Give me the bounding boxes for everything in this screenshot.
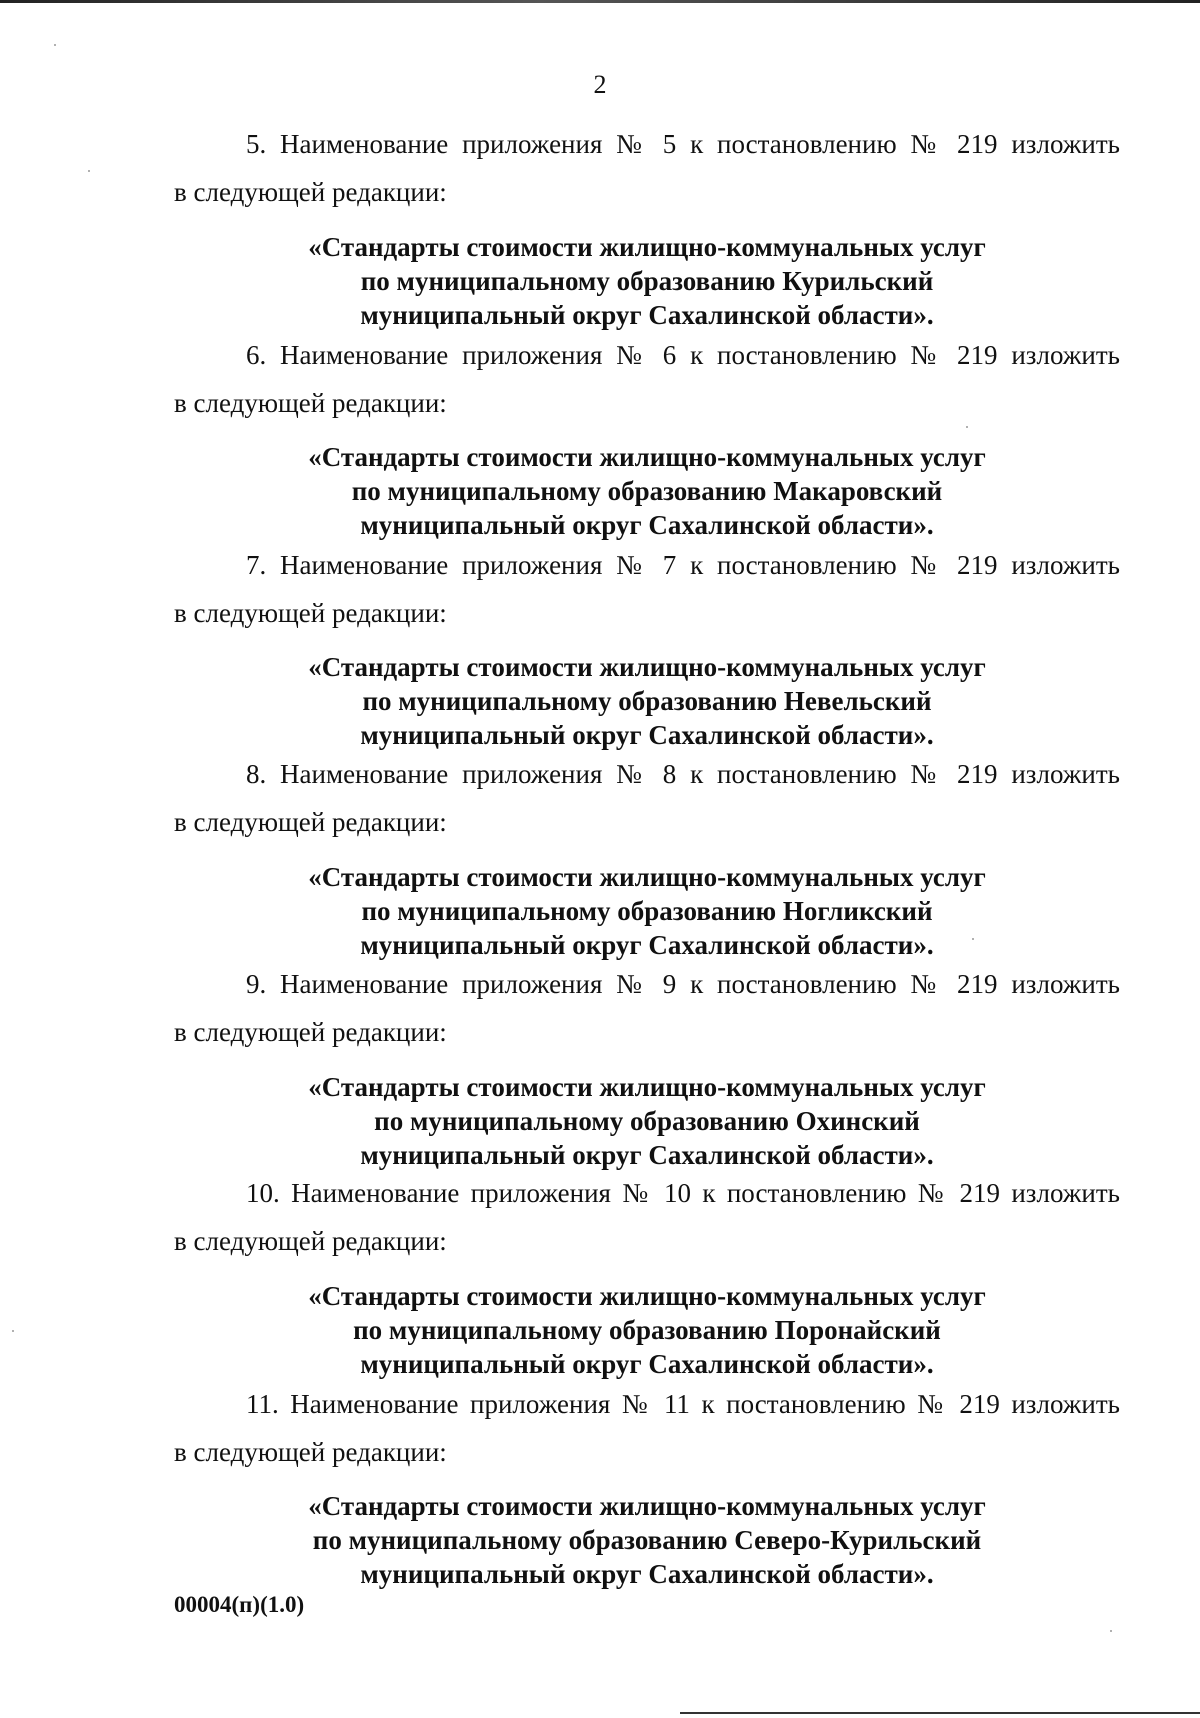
quoted-title-line: по муниципальному образованию Поронайский — [353, 1315, 941, 1345]
quoted-title-line: муниципальный округ Сахалинской области». — [360, 930, 934, 960]
item-text-line: 5. Наименование приложения № 5 к постановлению № 219 изложить — [246, 129, 1120, 159]
item-paragraph — [174, 1169, 1120, 1265]
quoted-title-line: «Стандарты стоимости жилищно-коммунальных услуг — [308, 232, 986, 262]
quoted-title-line: муниципальный округ Сахалинской области». — [360, 720, 934, 750]
quoted-title-line: по муниципальному образованию Невельский — [362, 686, 932, 716]
quoted-title-line: по муниципальному образованию Макаровский — [351, 476, 943, 506]
scan-bottom-edge — [680, 1712, 1200, 1714]
quoted-title — [174, 440, 1120, 542]
item-text-line: 8. Наименование приложения № 8 к постановлению № 219 изложить — [246, 759, 1120, 789]
item-text-continuation: в следующей редакции: — [174, 598, 447, 628]
item-text-line: 9. Наименование приложения № 9 к постановлению № 219 изложить — [246, 969, 1120, 999]
scan-speck — [12, 1330, 14, 1332]
quoted-title-line: муниципальный округ Сахалинской области». — [360, 510, 934, 540]
document-form-code: 00004(п)(1.0) — [174, 1592, 305, 1617]
item-text-line: 7. Наименование приложения № 7 к постановлению № 219 изложить — [246, 550, 1120, 580]
scan-speck — [972, 938, 974, 940]
scan-speck — [1110, 1630, 1112, 1632]
quoted-title-line: «Стандарты стоимости жилищно-коммунальных услуг — [308, 1072, 986, 1102]
item-paragraph — [174, 960, 1120, 1056]
quoted-title — [174, 860, 1120, 962]
page-number: 2 — [593, 70, 607, 99]
item-text-continuation: в следующей редакции: — [174, 807, 447, 837]
quoted-title-line: по муниципальному образованию Ногликский — [361, 896, 933, 926]
scan-speck — [88, 170, 90, 172]
scan-speck — [966, 426, 968, 428]
scan-top-edge — [0, 0, 1200, 3]
scan-speck — [54, 44, 56, 46]
item-text-line: 10. Наименование приложения № 10 к постановлению № 219 изложить — [246, 1178, 1120, 1208]
quoted-title-line: муниципальный округ Сахалинской области». — [360, 1349, 934, 1379]
quoted-title-line: по муниципальному образованию Северо-Курильский — [312, 1525, 982, 1555]
item-text-line: 11. Наименование приложения № 11 к постановлению № 219 изложить — [246, 1389, 1120, 1419]
item-paragraph — [174, 541, 1120, 637]
quoted-title — [174, 1279, 1120, 1381]
quoted-title-line: «Стандарты стоимости жилищно-коммунальных услуг — [308, 442, 986, 472]
item-text-continuation: в следующей редакции: — [174, 388, 447, 418]
item-paragraph — [174, 331, 1120, 427]
quoted-title-line: по муниципальному образованию Курильский — [360, 266, 934, 296]
quoted-title-line: «Стандарты стоимости жилищно-коммунальных услуг — [308, 862, 986, 892]
quoted-title-line: «Стандарты стоимости жилищно-коммунальных услуг — [308, 1491, 986, 1521]
quoted-title-line: муниципальный округ Сахалинской области». — [360, 300, 934, 330]
quoted-title-line: «Стандарты стоимости жилищно-коммунальных услуг — [308, 1281, 986, 1311]
quoted-title — [174, 650, 1120, 752]
item-text-continuation: в следующей редакции: — [174, 177, 447, 207]
quoted-title — [174, 1489, 1120, 1591]
item-text-continuation: в следующей редакции: — [174, 1017, 447, 1047]
quoted-title — [174, 230, 1120, 332]
item-text-continuation: в следующей редакции: — [174, 1437, 447, 1467]
quoted-title-line: муниципальный округ Сахалинской области». — [360, 1559, 934, 1589]
item-text-line: 6. Наименование приложения № 6 к постановлению № 219 изложить — [246, 340, 1120, 370]
item-paragraph — [174, 750, 1120, 846]
quoted-title-line: муниципальный округ Сахалинской области». — [360, 1140, 934, 1170]
quoted-title-line: по муниципальному образованию Охинский — [374, 1106, 920, 1136]
item-paragraph — [174, 120, 1120, 216]
quoted-title-line: «Стандарты стоимости жилищно-коммунальных услуг — [308, 652, 986, 682]
item-paragraph — [174, 1380, 1120, 1476]
item-text-continuation: в следующей редакции: — [174, 1226, 447, 1256]
quoted-title — [174, 1070, 1120, 1172]
